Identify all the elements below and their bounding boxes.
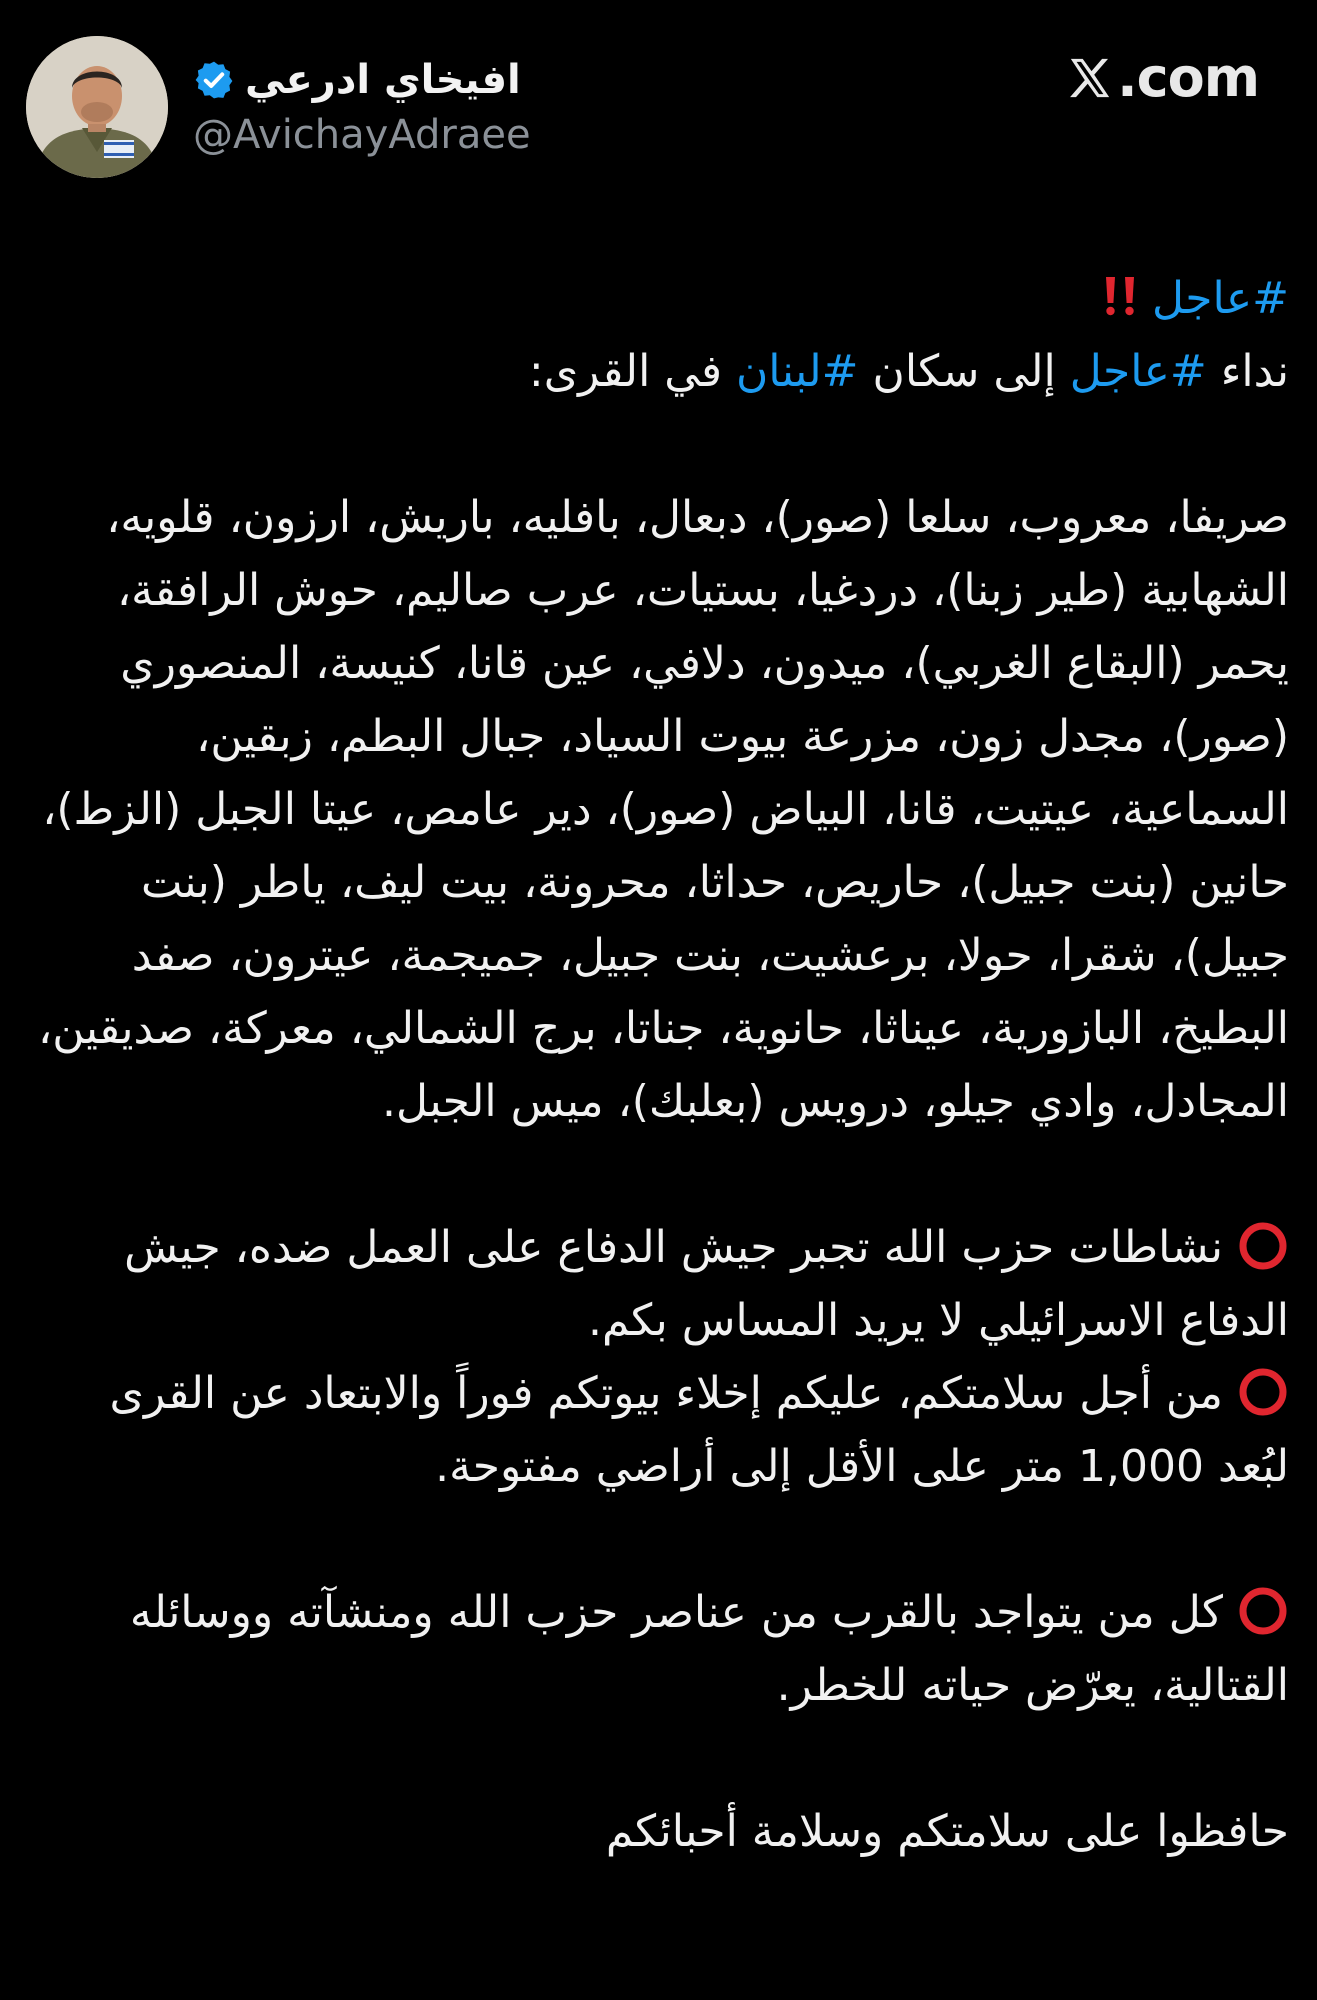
bullet-1: [26, 1211, 1289, 1357]
intro-text-3: في القرى:: [528, 346, 736, 397]
x-logo-icon: [1067, 55, 1113, 101]
name-row: [193, 50, 521, 110]
user-info: [193, 50, 613, 170]
tweet-header: [0, 0, 1317, 200]
site-label: .com: [1117, 46, 1259, 109]
verified-badge-icon: [193, 59, 235, 101]
red-circle-icon: [1237, 1585, 1289, 1637]
villages-list: صريفا، معروب، سلعا (صور)، دبعال، بافليه، باريش، ارزون، قلويه، الشهابية (طير زبنا)، دردغيا، بستيات، عرب صاليم، حوش الرافقة، يحمر (البقاع الغربي)، ميدون، دلافي، عين قانا، كنيسة، المنصوري (صور)، مجدل زون، مزرعة بيوت السياد، جبال البطم، زبقين، السماعية، عيتيت، قانا، البياض (صور)، دير عامص، عيتا الجبل (الزط)، حانين (بنت جبيل)، حاريص، حداثا، محرونة، بيت ليف، ياطر (بنت جبيل)، شقرا، حولا، برعشيت، بنت جبيل، جميجمة، عيترون، صفد البطيخ، البازورية، عيناثا، حانوية، جناتا، برج الشمالي، معركة، صديقين، المجادل، وادي جيلو، درويس (بعلبك)، ميس الجبل.: [38, 492, 1289, 1127]
bullet-2: [26, 1357, 1289, 1503]
avatar[interactable]: [26, 36, 168, 178]
bullet-3-text: كل من يتواجد بالقرب من عناصر حزب الله ومنشآته ووسائله القتالية، يعرّض حياته للخطر.: [129, 1587, 1289, 1711]
display-name[interactable]: افيخاي ادرعي: [245, 57, 521, 103]
double-exclamation-icon: [1096, 268, 1144, 316]
bullet-2-text: من أجل سلامتكم، عليكم إخلاء بيوتكم فوراً والابتعاد عن القرى لبُعد 1,000 متر على الأقل إلى أراضي مفتوحة.: [109, 1368, 1289, 1492]
headline-line: [26, 262, 1289, 335]
hashtag-lebanon[interactable]: #لبنان: [735, 346, 859, 397]
person-avatar-icon: [26, 36, 168, 178]
spacer: [26, 408, 1289, 481]
intro-text-2: إلى سكان: [858, 346, 1070, 397]
closing-line: حافظوا على سلامتكم وسلامة أحبائكم: [605, 1806, 1289, 1857]
hashtag-urgent-2[interactable]: #عاجل: [1069, 346, 1207, 397]
red-circle-icon: [1237, 1220, 1289, 1272]
bullet-3: [26, 1576, 1289, 1722]
bullet-1-text: نشاطات حزب الله تجبر جيش الدفاع على العمل ضده، جيش الدفاع الاسرائيلي لا يريد المساس بكم.: [124, 1222, 1289, 1346]
tweet-text: [26, 262, 1289, 1868]
intro-text-1: نداء: [1206, 346, 1289, 397]
user-handle[interactable]: @AvichayAdraee: [193, 112, 531, 158]
hashtag-urgent[interactable]: #عاجل: [1151, 273, 1289, 324]
site-brand: [1067, 46, 1259, 109]
intro-line: [26, 335, 1289, 408]
spacer: [26, 1138, 1289, 1211]
spacer: [26, 1722, 1289, 1795]
red-circle-icon: [1237, 1366, 1289, 1418]
spacer: [26, 1503, 1289, 1576]
